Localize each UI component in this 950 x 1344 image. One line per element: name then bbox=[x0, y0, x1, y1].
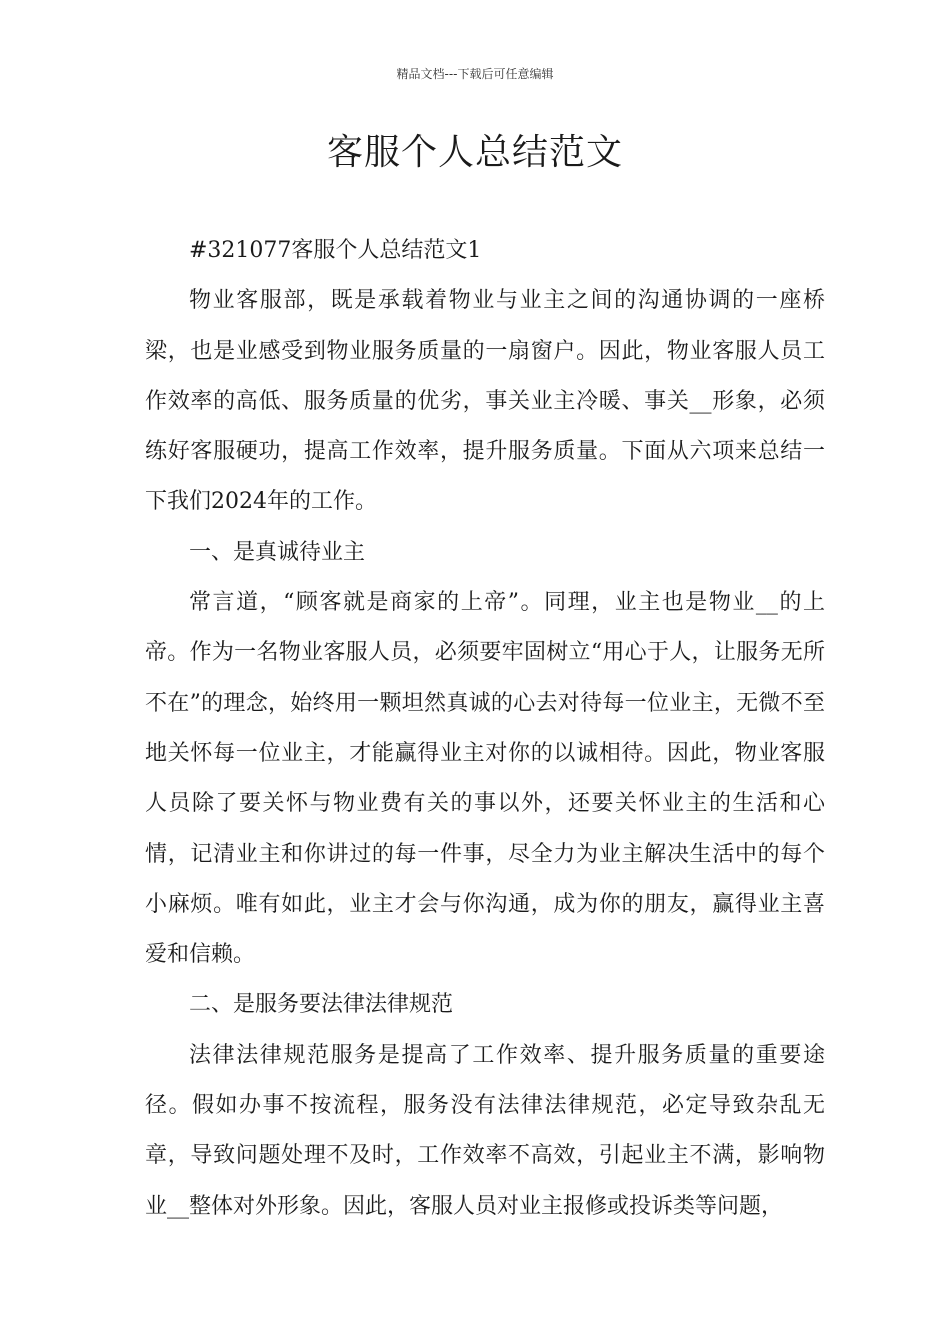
paragraph-section-2: 法律法律规范服务是提高了工作效率、提升服务质量的重要途径。假如办事不按流程，服务没有法律法律规范，必定导致杂乱无章，导致问题处理不及时，工作效率不高效，引起业主不满，影响物业__整体对外形象。因此，客服人员对业主报修或投诉类等问题， bbox=[145, 1042, 825, 1219]
section-heading-2: 二、是服务要法律法律规范 bbox=[189, 992, 454, 1018]
paragraph-heading-number: #321077客服个人总结范文1 bbox=[189, 238, 482, 263]
document-body bbox=[145, 226, 825, 1232]
paragraph-section-1: 常言道，“顾客就是商家的上帝”。同理，业主也是物业__的上帝。作为一名物业客服人员，必须要牢固树立“用心于人，让服务无所不在”的理念，始终用一颗坦然真诚的心去对待每一位业主，无微不至地关怀每一位业主，才能赢得业主对你的以诚相待。因此，物业客服人员除了要关怀与物业费有关的事以外，还要关怀业主的生活和心情，记清业主和你讲过的每一件事，尽全力为业主解决生活中的每个小麻烦。唯有如此，业主才会与你沟通，成为你的朋友，赢得业主喜爱和信赖。 bbox=[145, 590, 825, 968]
header-note: 精品文档---下载后可任意编辑 bbox=[396, 67, 554, 81]
section-heading-1: 一、是真诚待业主 bbox=[189, 539, 366, 565]
paragraph-intro: 物业客服部，既是承载着物业与业主之间的沟通协调的一座桥梁，也是业感受到物业服务质量的一扇窗户。因此，物业客服人员工作效率的高低、服务质量的优劣，事关业主冷暖、事关__形象，必须练好客服硬功，提高工作效率，提升服务质量。下面从六项来总结一下我们2024年的工作。 bbox=[145, 288, 825, 515]
document-title: 客服个人总结范文 bbox=[326, 132, 623, 173]
